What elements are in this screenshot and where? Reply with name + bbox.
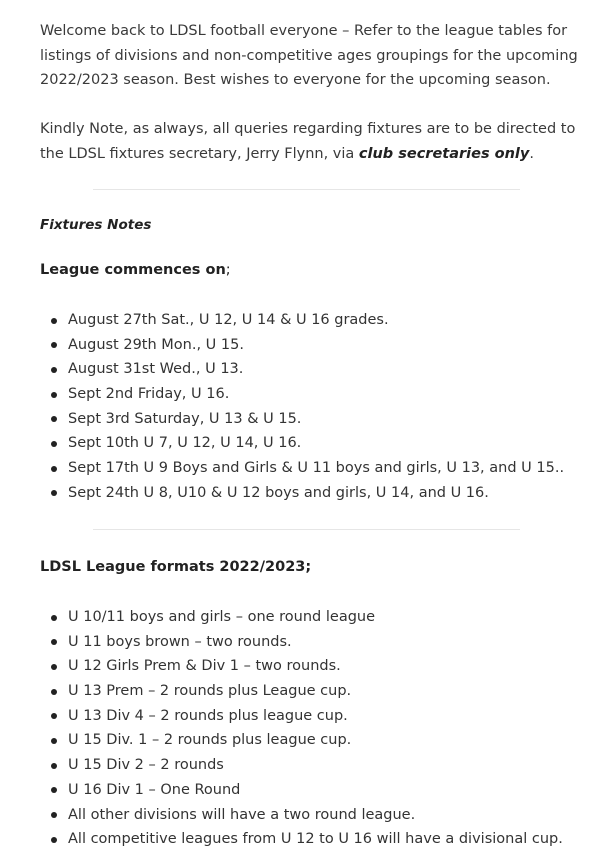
list-item: U 11 boys brown – two rounds. [40, 630, 585, 655]
list-item: Sept 3rd Saturday, U 13 & U 15. [40, 407, 585, 432]
note-text: Kindly Note, as always, all queries regarding fixtures are to be directed to the LDSL fixtures secretary, Jerry Flynn, via [40, 121, 576, 162]
list-item: U 13 Prem – 2 rounds plus League cup. [40, 679, 585, 704]
list-item: U 15 Div 2 – 2 rounds [40, 753, 585, 778]
list-item: U 10/11 boys and girls – one round league [40, 605, 585, 630]
list-item: U 15 Div. 1 – 2 rounds plus league cup. [40, 728, 585, 753]
list-item: U 12 Girls Prem & Div 1 – two rounds. [40, 654, 585, 679]
league-commences-label: League commences on [40, 262, 226, 278]
list-item: U 16 Div 1 – One Round [40, 778, 585, 803]
list-item: August 27th Sat., U 12, U 14 & U 16 grades. [40, 308, 585, 333]
list-item: Sept 17th U 9 Boys and Girls & U 11 boys and girls, U 13, and U 15.. [40, 456, 585, 481]
list-item: Sept 24th U 8, U10 & U 12 boys and girls, U 14, and U 16. [40, 481, 585, 506]
list-item: All other divisions will have a two round league. [40, 803, 585, 828]
league-commences-suffix: ; [225, 262, 231, 278]
list-item: August 29th Mon., U 15. [40, 333, 585, 358]
list-item: Sept 10th U 7, U 12, U 14, U 16. [40, 431, 585, 456]
league-formats-list [40, 605, 585, 852]
list-item: Sept 2nd Friday, U 16. [40, 382, 585, 407]
list-item: U 13 Div 4 – 2 rounds plus league cup. [40, 704, 585, 729]
divider [93, 529, 520, 530]
league-commences-heading [40, 258, 231, 283]
list-item: August 31st Wed., U 13. [40, 357, 585, 382]
divider [93, 189, 520, 190]
note-suffix: . [529, 145, 534, 162]
commencement-dates-list [40, 308, 585, 506]
note-emphasis: club secretaries only [358, 145, 530, 162]
fixtures-notes-heading: Fixtures Notes [40, 217, 152, 233]
welcome-paragraph: Welcome back to LDSL football everyone – Refer to the league tables for listings of divisions and non-competitive ages groupings for the upcoming 2022/2023 season. Best wishes to everyone for the upcoming season. [40, 23, 578, 88]
list-item: All competitive leagues from U 12 to U 16 will have a divisional cup. [40, 827, 585, 852]
fixtures-query-note [40, 117, 580, 166]
league-formats-heading: LDSL League formats 2022/2023; [40, 559, 312, 575]
